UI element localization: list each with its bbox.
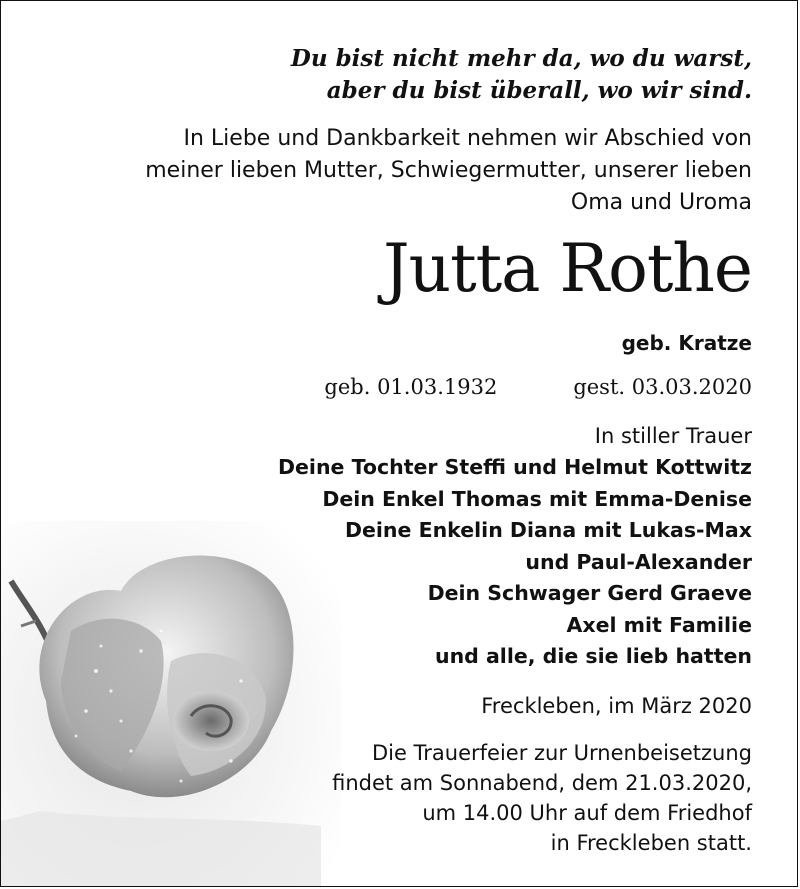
intro-line: Oma und Uroma	[570, 190, 752, 215]
deceased-name: Jutta Rothe	[383, 230, 752, 307]
mourners-list	[278, 452, 752, 673]
intro-line: meiner lieben Mutter, Schwiegermutter, unserer lieben	[145, 158, 752, 183]
service-info	[332, 738, 752, 858]
mourning-intro: In stiller Trauer	[594, 424, 752, 448]
intro-line: In Liebe und Dankbarkeit nehmen wir Abschied von	[183, 126, 752, 151]
place-date: Freckleben, im März 2020	[481, 694, 752, 718]
mourner-line: Deine Tochter Steffi und Helmut Kottwitz	[278, 455, 752, 479]
mourner-line: Deine Enkelin Diana mit Lukas-Max	[344, 518, 752, 542]
service-line: Die Trauerfeier zur Urnenbeisetzung	[371, 741, 752, 765]
mourner-line: Dein Schwager Gerd Graeve	[427, 581, 752, 605]
birth-date: geb. 01.03.1932	[324, 375, 498, 399]
mourner-line: Axel mit Familie	[566, 612, 752, 637]
service-line: findet am Sonnabend, dem 21.03.2020,	[332, 771, 752, 795]
quote-line: aber du bist überall, wo wir sind.	[326, 77, 752, 104]
service-line: um 14.00 Uhr auf dem Friedhof	[422, 801, 752, 825]
life-dates	[324, 373, 752, 401]
mourner-line: und alle, die sie lieb hatten	[434, 644, 752, 668]
birth-name: geb. Kratze	[621, 331, 752, 355]
intro-text	[145, 123, 752, 219]
mourner-line: Dein Enkel Thomas mit Emma-Denise	[322, 486, 752, 511]
mourner-line: und Paul-Alexander	[525, 549, 752, 574]
quote-line: Du bist nicht mehr da, wo du warst,	[290, 45, 752, 72]
death-date: gest. 03.03.2020	[573, 375, 752, 399]
quote	[291, 43, 752, 107]
service-line: in Freckleben statt.	[550, 831, 752, 855]
